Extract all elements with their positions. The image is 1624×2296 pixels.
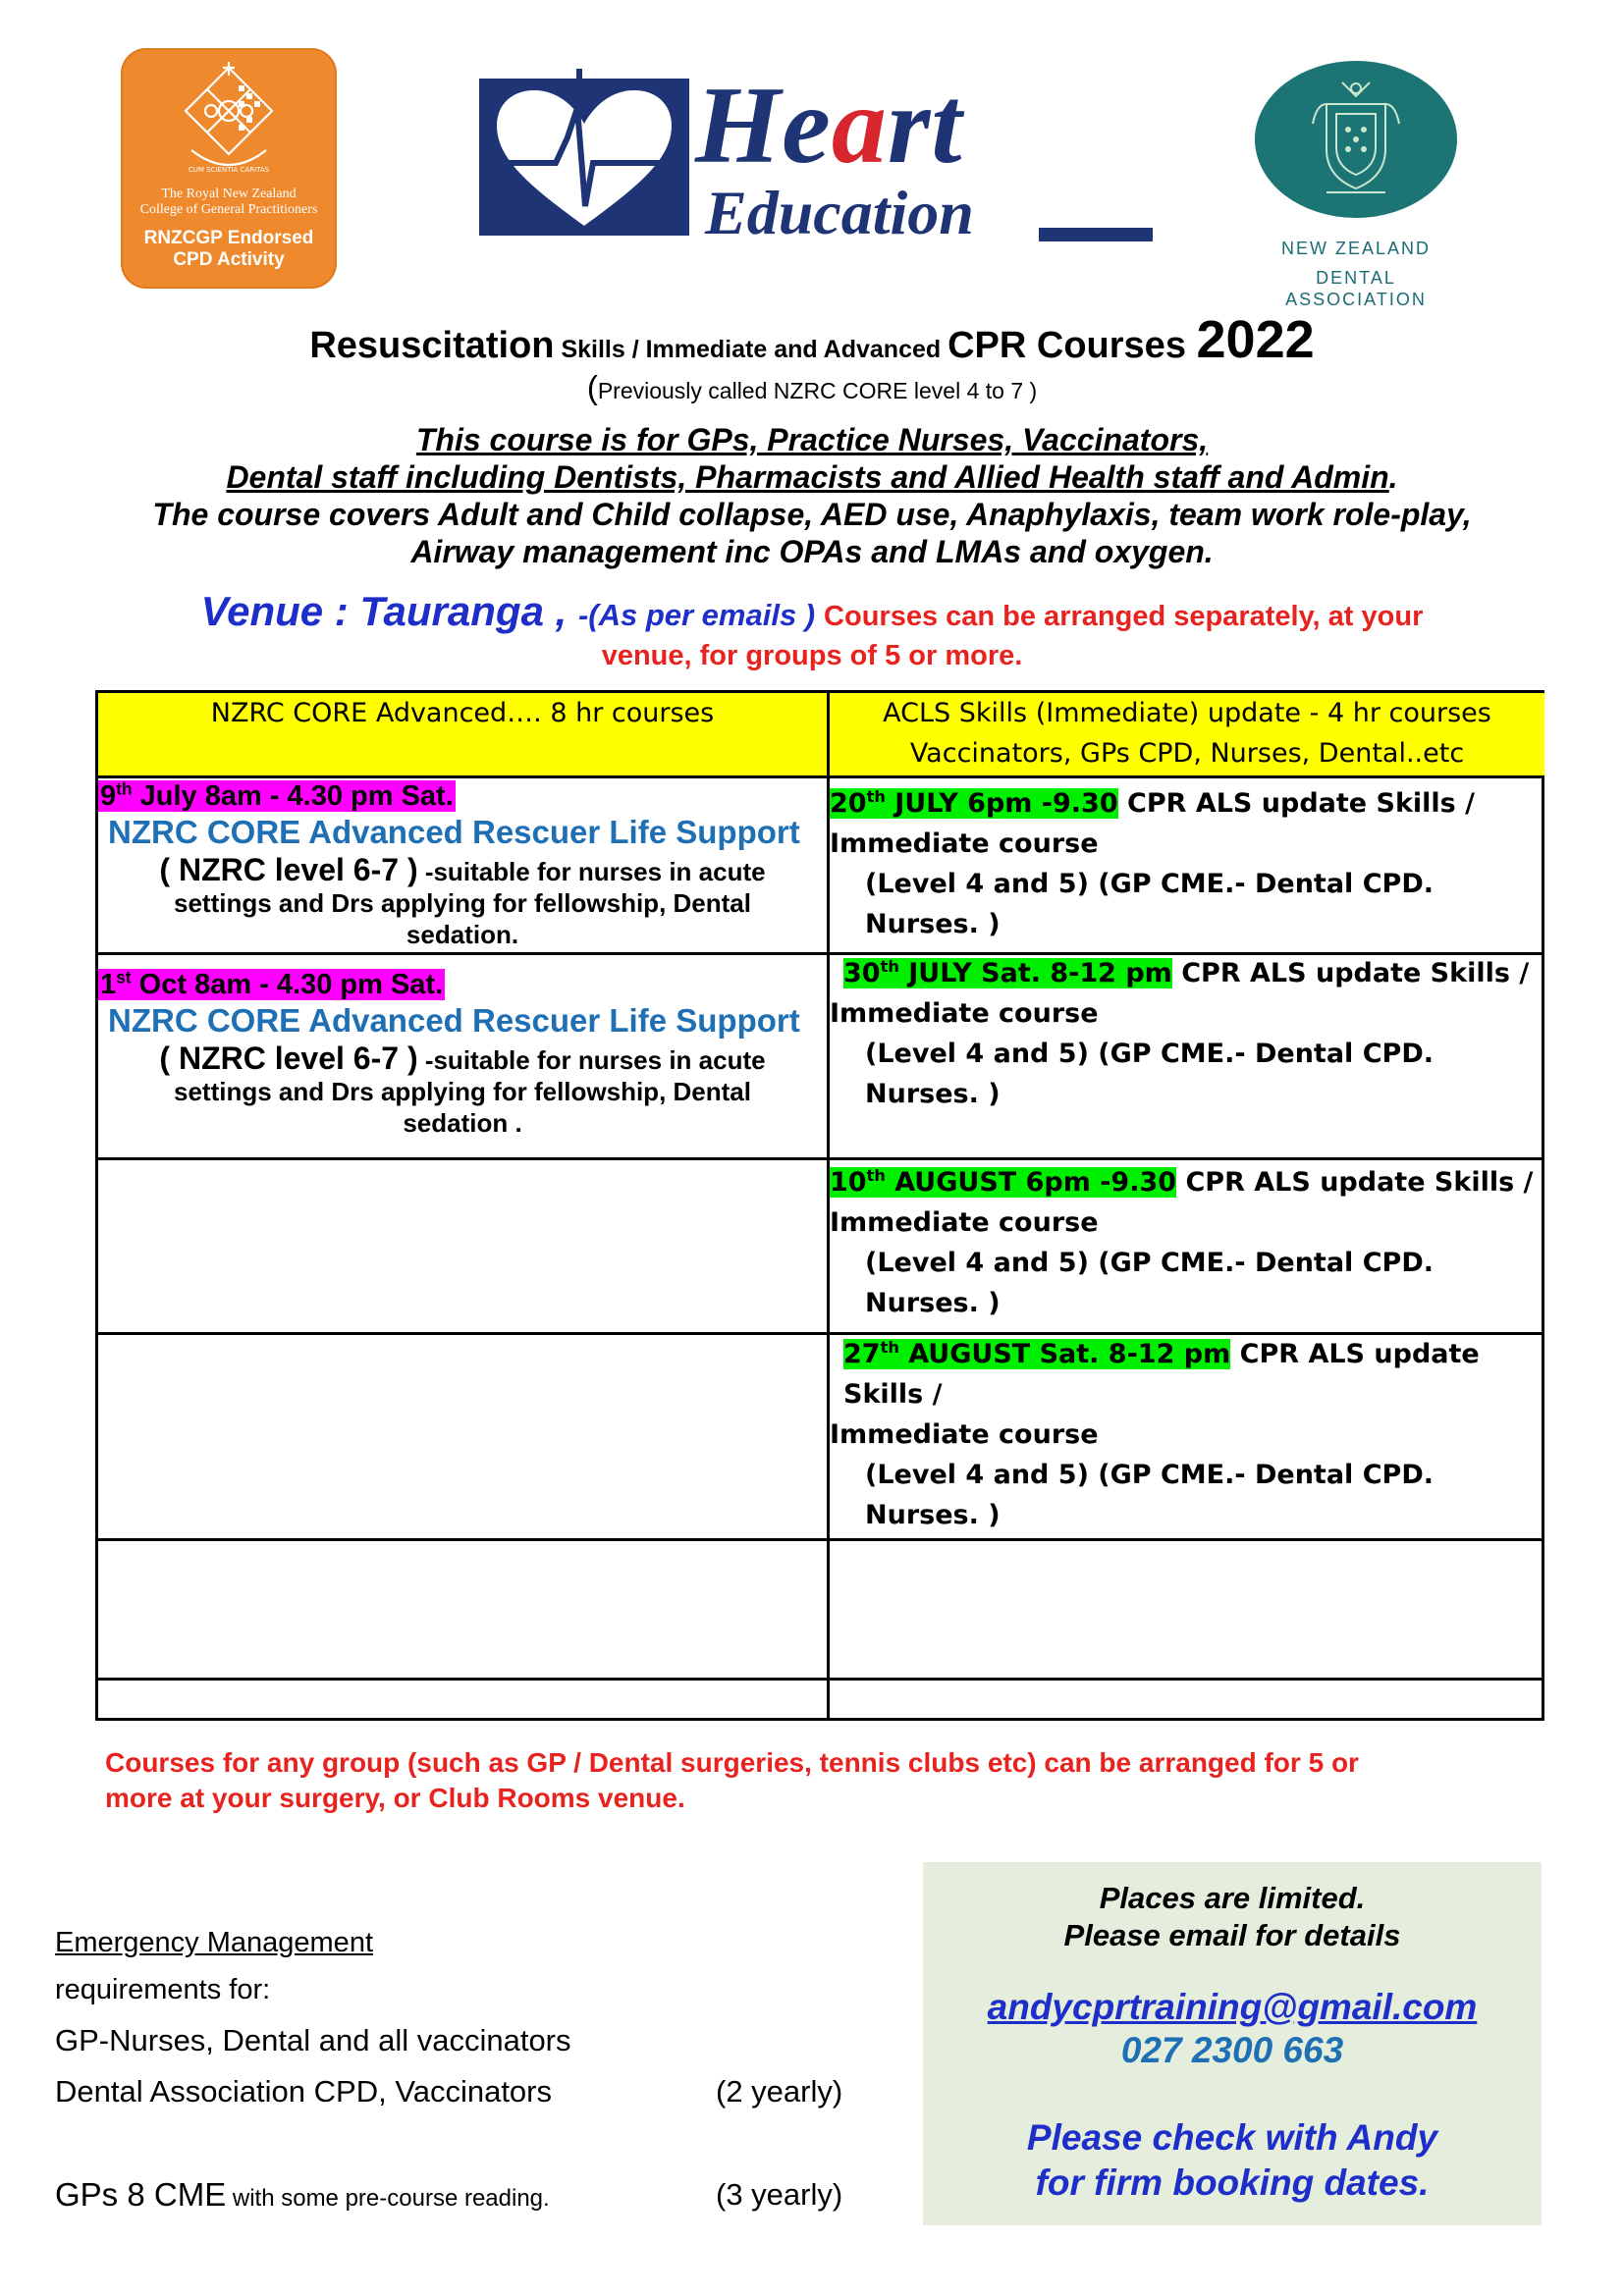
svg-text:CUM SCIENTIA CARITAS: CUM SCIENTIA CARITAS bbox=[188, 166, 270, 174]
audience-line-2: Dental staff including Dentists, Pharmacists and Allied Health staff and Admin. bbox=[226, 459, 1398, 495]
college-crest-icon bbox=[178, 62, 280, 178]
course-date-highlight: 27th AUGUST Sat. 8-12 pm bbox=[843, 1338, 1231, 1369]
nzda-name-line-1: NEW ZEALAND bbox=[1280, 239, 1432, 258]
rnzcgp-line-1: The Royal New Zealand bbox=[161, 187, 297, 201]
table-header-acls: ACLS Skills (Immediate) update - 4 hr courses Vaccinators, GPs CPD, Nurses, Dental..etc bbox=[830, 693, 1544, 775]
course-schedule-table bbox=[95, 690, 1544, 1721]
course-description: sedation . bbox=[403, 1108, 522, 1138]
course-description: settings and Drs applying for fellowship, Dental bbox=[174, 1077, 751, 1106]
nzda-crest-oval bbox=[1255, 61, 1457, 218]
table-header-advanced: NZRC CORE Advanced…. 8 hr courses bbox=[98, 693, 827, 775]
table-row-right-3: 10th AUGUST 6pm -9.30 CPR ALS update Skills / Immediate course (Level 4 and 5) (GP CME.- Dental CPD. Nurses. ) bbox=[830, 1162, 1544, 1323]
table-row-left-2 bbox=[98, 968, 827, 1139]
logo-underline-bar bbox=[1039, 228, 1153, 241]
row-divider bbox=[98, 1678, 1542, 1681]
course-type: Immediate course bbox=[830, 998, 1099, 1029]
table-row-left-1 bbox=[98, 779, 827, 950]
course-type: Immediate course bbox=[830, 1419, 1099, 1450]
heart-education-logo bbox=[471, 59, 1178, 255]
emergency-dental-cpd: Dental Association CPD, Vaccinators bbox=[55, 2074, 552, 2109]
contact-phone: 027 2300 663 bbox=[1120, 2030, 1344, 2070]
course-credit: (Level 4 and 5) (GP CME.- Dental CPD. Nurses. ) bbox=[865, 1039, 1434, 1109]
course-date-highlight: 1st Oct 8am - 4.30 pm Sat. bbox=[100, 967, 444, 1000]
course-level: ( NZRC level 6-7 ) -suitable for nurses in acute bbox=[159, 852, 766, 887]
frequency-2-yearly: (2 yearly) bbox=[716, 2074, 843, 2109]
course-coverage-line-2: Airway management inc OPAs and LMAs and oxygen. bbox=[410, 534, 1214, 569]
course-credit: (Level 4 and 5) (GP CME.- Dental CPD. Nurses. ) bbox=[865, 1460, 1434, 1530]
row-divider bbox=[98, 1157, 1542, 1160]
check-with-andy: Please check with Andy bbox=[1026, 2117, 1438, 2158]
row-divider bbox=[98, 775, 1542, 778]
course-credit: (Level 4 and 5) (GP CME.- Dental CPD. Nurses. ) bbox=[865, 869, 1434, 939]
course-description: sedation. bbox=[406, 920, 519, 949]
course-date-highlight: 20th JULY 6pm -9.30 bbox=[830, 787, 1118, 819]
page-subtitle: (Previously called NZRC CORE level 4 to 7 ) bbox=[586, 369, 1038, 405]
course-type: Immediate course bbox=[830, 1207, 1099, 1238]
education-wordmark: Education bbox=[705, 178, 974, 247]
course-name: NZRC CORE Advanced Rescuer Life Support bbox=[108, 814, 800, 850]
venue-note: venue, for groups of 5 or more. bbox=[601, 640, 1023, 671]
course-level: ( NZRC level 6-7 ) -suitable for nurses in acute bbox=[159, 1041, 766, 1076]
group-booking-note: Courses for any group (such as GP / Dental surgeries, tennis clubs etc) can be arranged for 5 or more at your surgery, or Club Rooms venue. bbox=[105, 1747, 1359, 1813]
course-date-highlight: 9th July 8am - 4.30 pm Sat. bbox=[100, 778, 454, 812]
rnzcgp-endorsed-label: RNZCGP Endorsed bbox=[143, 228, 314, 248]
rnzcgp-line-2: College of General Practitioners bbox=[139, 202, 318, 217]
nzda-name-line-2: DENTAL ASSOCIATION bbox=[1285, 268, 1427, 309]
heart-ecg-icon bbox=[471, 69, 697, 245]
course-coverage-line-1: The course covers Adult and Child collapse, AED use, Anaphylaxis, team work role-play, bbox=[152, 497, 1472, 532]
audience-line-1: This course is for GPs, Practice Nurses, Vaccinators, bbox=[415, 422, 1209, 457]
course-date-highlight: 30th JULY Sat. 8-12 pm bbox=[843, 957, 1172, 988]
table-row-right-4: 27th AUGUST Sat. 8-12 pm CPR ALS update Skills / Immediate course (Level 4 and 5) (GP CME.- Dental CPD. Nurses. ) bbox=[830, 1334, 1544, 1535]
rnzcgp-endorsed-logo bbox=[121, 48, 337, 289]
page-title: Resuscitation Skills / Immediate and Advanced CPR Courses 2022 bbox=[309, 310, 1315, 369]
course-type: Immediate course bbox=[830, 828, 1099, 859]
firm-booking-dates: for firm booking dates. bbox=[1035, 2163, 1430, 2203]
row-divider bbox=[98, 1538, 1542, 1541]
course-date-highlight: 10th AUGUST 6pm -9.30 bbox=[830, 1166, 1177, 1198]
heart-wordmark: Heart bbox=[695, 65, 963, 187]
contact-box bbox=[923, 1862, 1542, 2225]
emergency-gp-cme: GPs 8 CME with some pre-course reading. bbox=[55, 2176, 550, 2213]
nzda-logo bbox=[1247, 61, 1465, 309]
emergency-audience: GP-Nurses, Dental and all vaccinators bbox=[55, 2023, 571, 2057]
emergency-requirements-label: requirements for: bbox=[55, 1974, 271, 2005]
venue-line: Venue : Tauranga , -(As per emails ) Courses can be arranged separately, at your bbox=[200, 588, 1424, 634]
course-credit: (Level 4 and 5) (GP CME.- Dental CPD. Nurses. ) bbox=[865, 1248, 1434, 1318]
nzda-crest-icon bbox=[1307, 75, 1405, 204]
table-row-right-2: 30th JULY Sat. 8-12 pm CPR ALS update Skills / Immediate course (Level 4 and 5) (GP CME.- Dental CPD. Nurses. ) bbox=[830, 953, 1544, 1114]
emergency-heading: Emergency Management bbox=[55, 1927, 373, 1958]
places-limited: Places are limited. bbox=[1099, 1881, 1366, 1915]
course-name: NZRC CORE Advanced Rescuer Life Support bbox=[108, 1002, 800, 1039]
contact-email-link[interactable]: andycprtraining@gmail.com bbox=[987, 1987, 1478, 2027]
table-row-right-1: 20th JULY 6pm -9.30 CPR ALS update Skills / Immediate course (Level 4 and 5) (GP CME.- Dental CPD. Nurses. ) bbox=[830, 783, 1544, 944]
rnzcgp-cpd-label: CPD Activity bbox=[173, 249, 285, 270]
frequency-3-yearly: (3 yearly) bbox=[716, 2177, 843, 2212]
course-description: settings and Drs applying for fellowship, Dental bbox=[174, 888, 751, 918]
email-for-details: Please email for details bbox=[1063, 1918, 1401, 1952]
